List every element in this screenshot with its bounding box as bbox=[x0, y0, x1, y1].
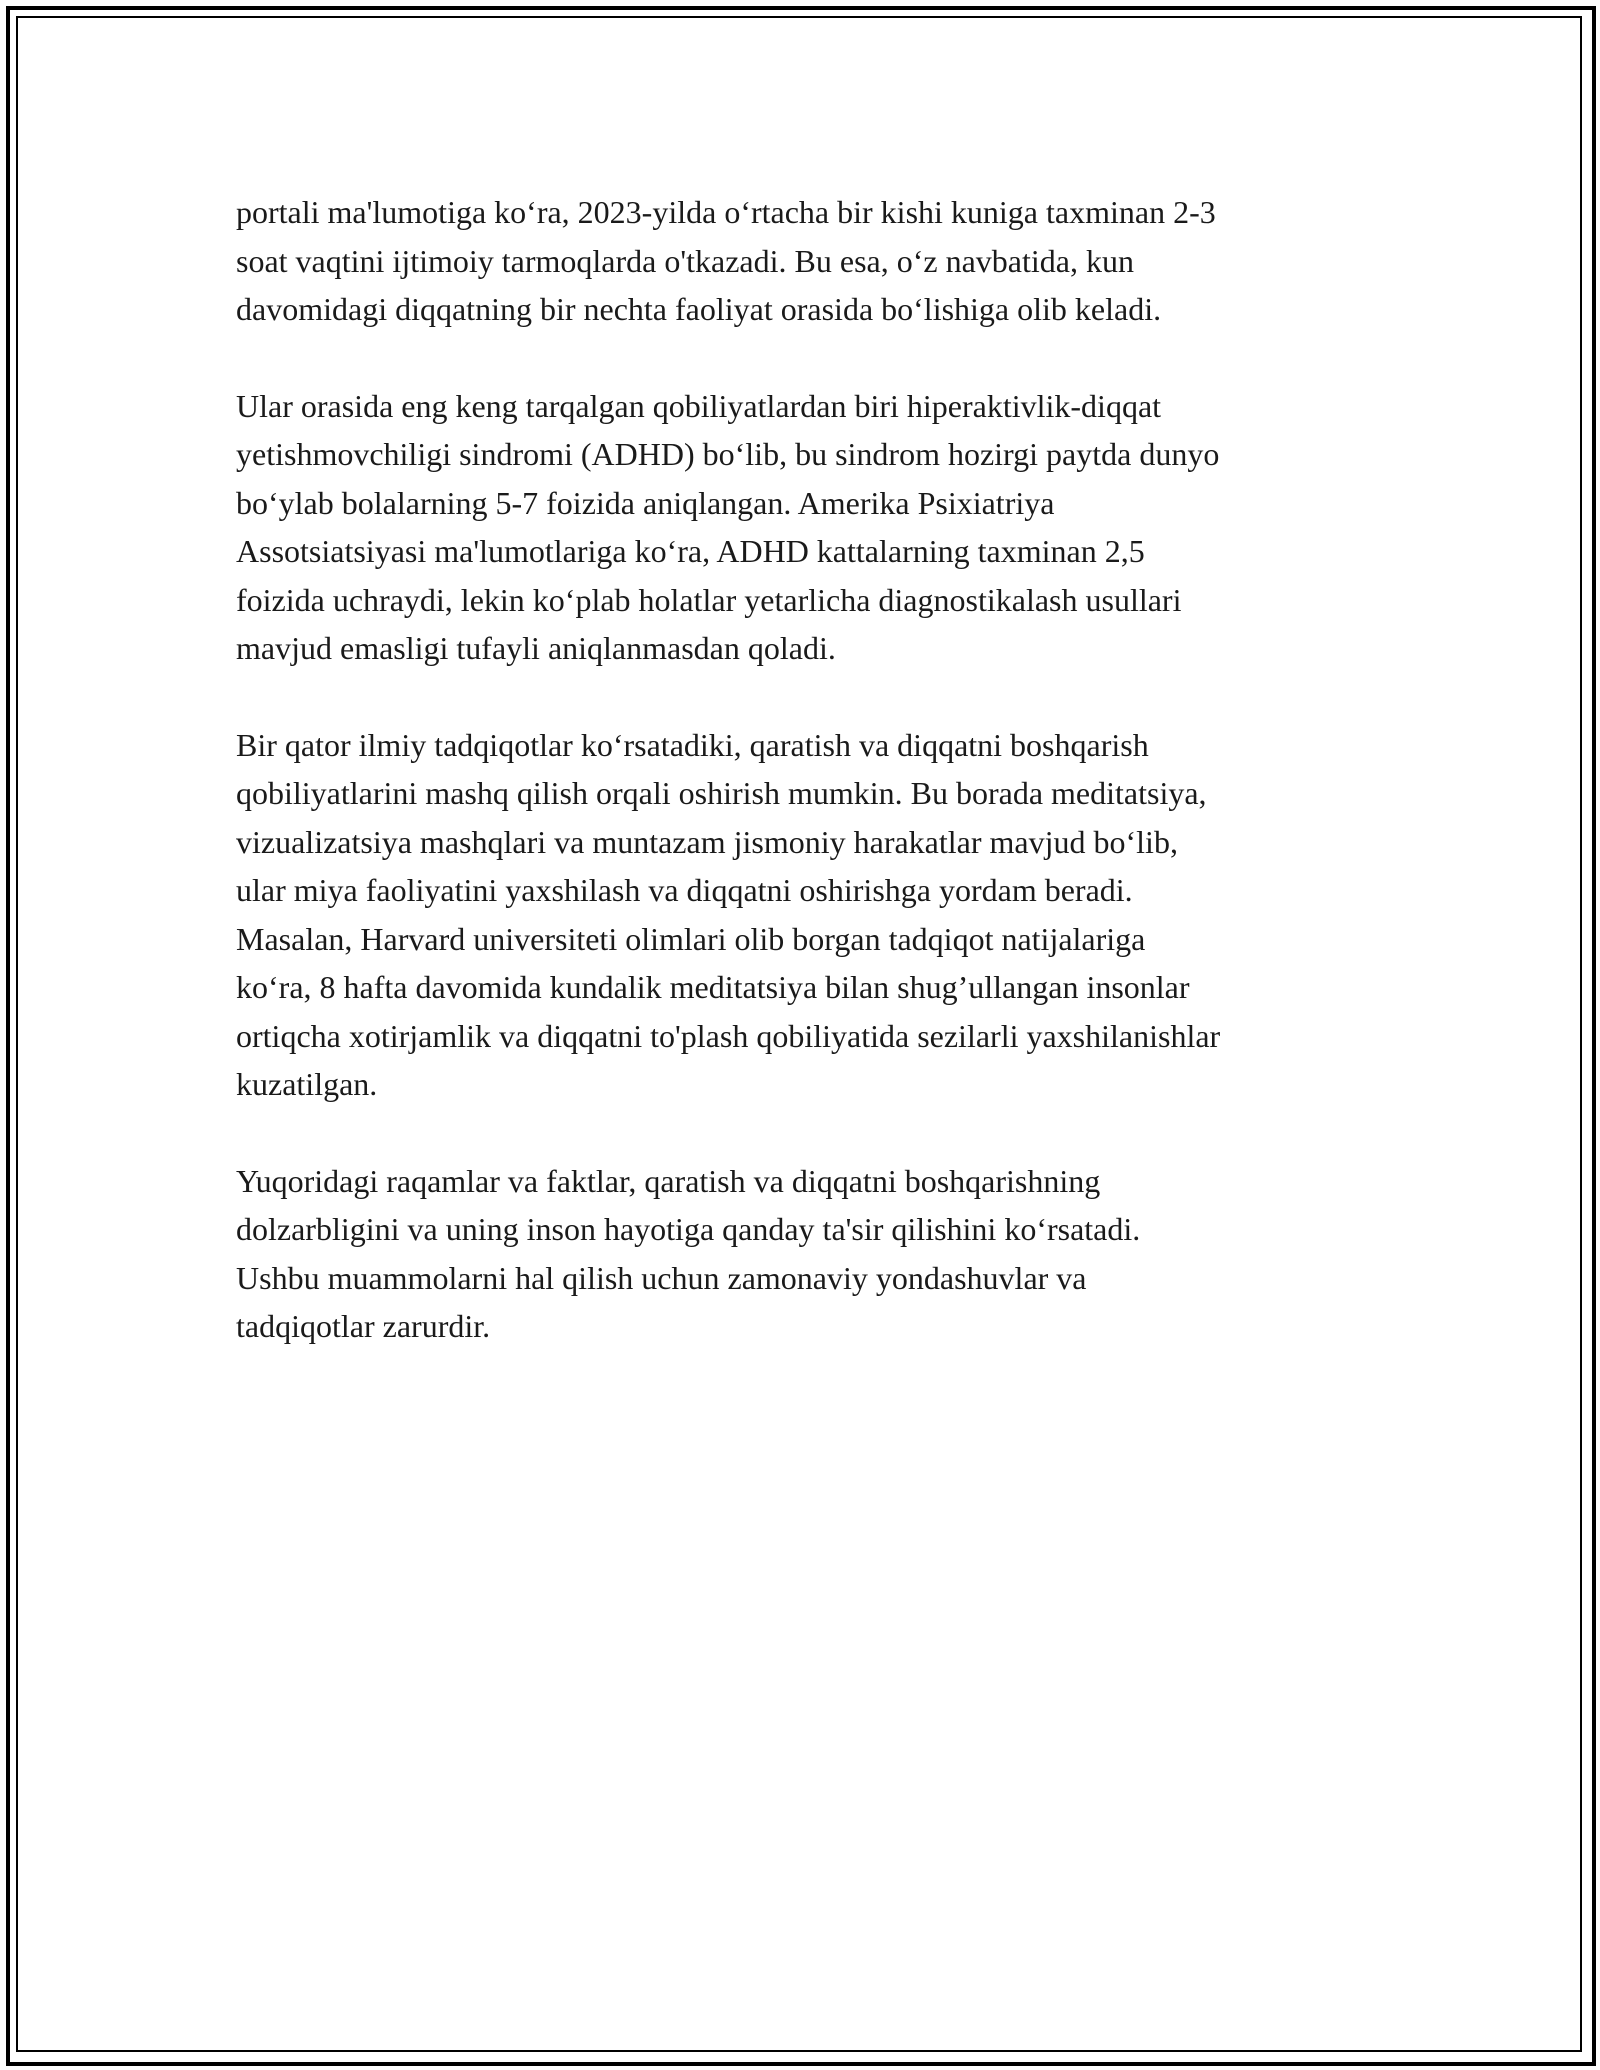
document-body bbox=[236, 188, 1386, 1399]
text-line: ortiqcha xotirjamlik va diqqatni to'plash qobiliyatida sezilarli yaxshilanishlar bbox=[236, 1017, 1221, 1054]
text-line: ular miya faoliyatini yaxshilash va diqqatni oshirishga yordam beradi. bbox=[236, 872, 1133, 908]
paragraph-social-media-time bbox=[236, 188, 1386, 334]
text-line: bo‘ylab bolalarning 5-7 foizida aniqlangan. Amerika Psixiatriya bbox=[236, 484, 1055, 521]
text-line: dolzarbligini va uning inson hayotiga qanday ta'sir qilishini ko‘rsatadi. bbox=[236, 1211, 1141, 1247]
text-line: davomidagi diqqatning bir nechta faoliyat orasida bo‘lishiga olib keladi. bbox=[236, 291, 1162, 327]
text-line: Assotsiatsiyasi ma'lumotlariga ko‘ra, ADHD kattalarning taxminan 2,5 bbox=[236, 533, 1145, 569]
text-line: qobiliyatlarini mashq qilish orqali oshirish mumkin. Bu borada meditatsiya, bbox=[236, 775, 1207, 811]
text-line: Masalan, Harvard universiteti olimlari olib borgan tadqiqot natijalariga bbox=[236, 920, 1146, 957]
text-line: vizualizatsiya mashqlari va muntazam jismoniy harakatlar mavjud bo‘lib, bbox=[236, 823, 1178, 860]
text-line: mavjud emasligi tufayli aniqlanmasdan qoladi. bbox=[236, 630, 836, 666]
text-line: Yuqoridagi raqamlar va faktlar, qaratish va diqqatni boshqarishning bbox=[236, 1162, 1101, 1199]
text-line: yetishmovchiligi sindromi (ADHD) bo‘lib, bu sindrom hozirgi paytda dunyo bbox=[236, 436, 1220, 472]
paragraph-conclusion bbox=[236, 1157, 1386, 1351]
paragraph-research bbox=[236, 721, 1386, 1109]
text-line: Ushbu muammolarni hal qilish uchun zamonaviy yondashuvlar va bbox=[236, 1259, 1087, 1296]
text-line: Bir qator ilmiy tadqiqotlar ko‘rsatadiki, qaratish va diqqatni boshqarish bbox=[236, 726, 1149, 763]
text-line: soat vaqtini ijtimoiy tarmoqlarda o'tkazadi. Bu esa, o‘z navbatida, kun bbox=[236, 242, 1134, 279]
text-line: tadqiqotlar zarurdir. bbox=[236, 1308, 491, 1344]
text-line: foizida uchraydi, lekin ko‘plab holatlar yetarlicha diagnostikalash usullari bbox=[236, 581, 1182, 618]
text-line: Ular orasida eng keng tarqalgan qobiliyatlardan biri hiperaktivlik-diqqat bbox=[236, 387, 1162, 424]
text-line: portali ma'lumotiga ko‘ra, 2023-yilda o‘rtacha bir kishi kuniga taxminan 2-3 bbox=[236, 194, 1216, 230]
paragraph-adhd bbox=[236, 382, 1386, 673]
text-line: ko‘ra, 8 hafta davomida kundalik meditatsiya bilan shug’ullangan insonlar bbox=[236, 969, 1190, 1005]
text-line: kuzatilgan. bbox=[236, 1066, 378, 1102]
